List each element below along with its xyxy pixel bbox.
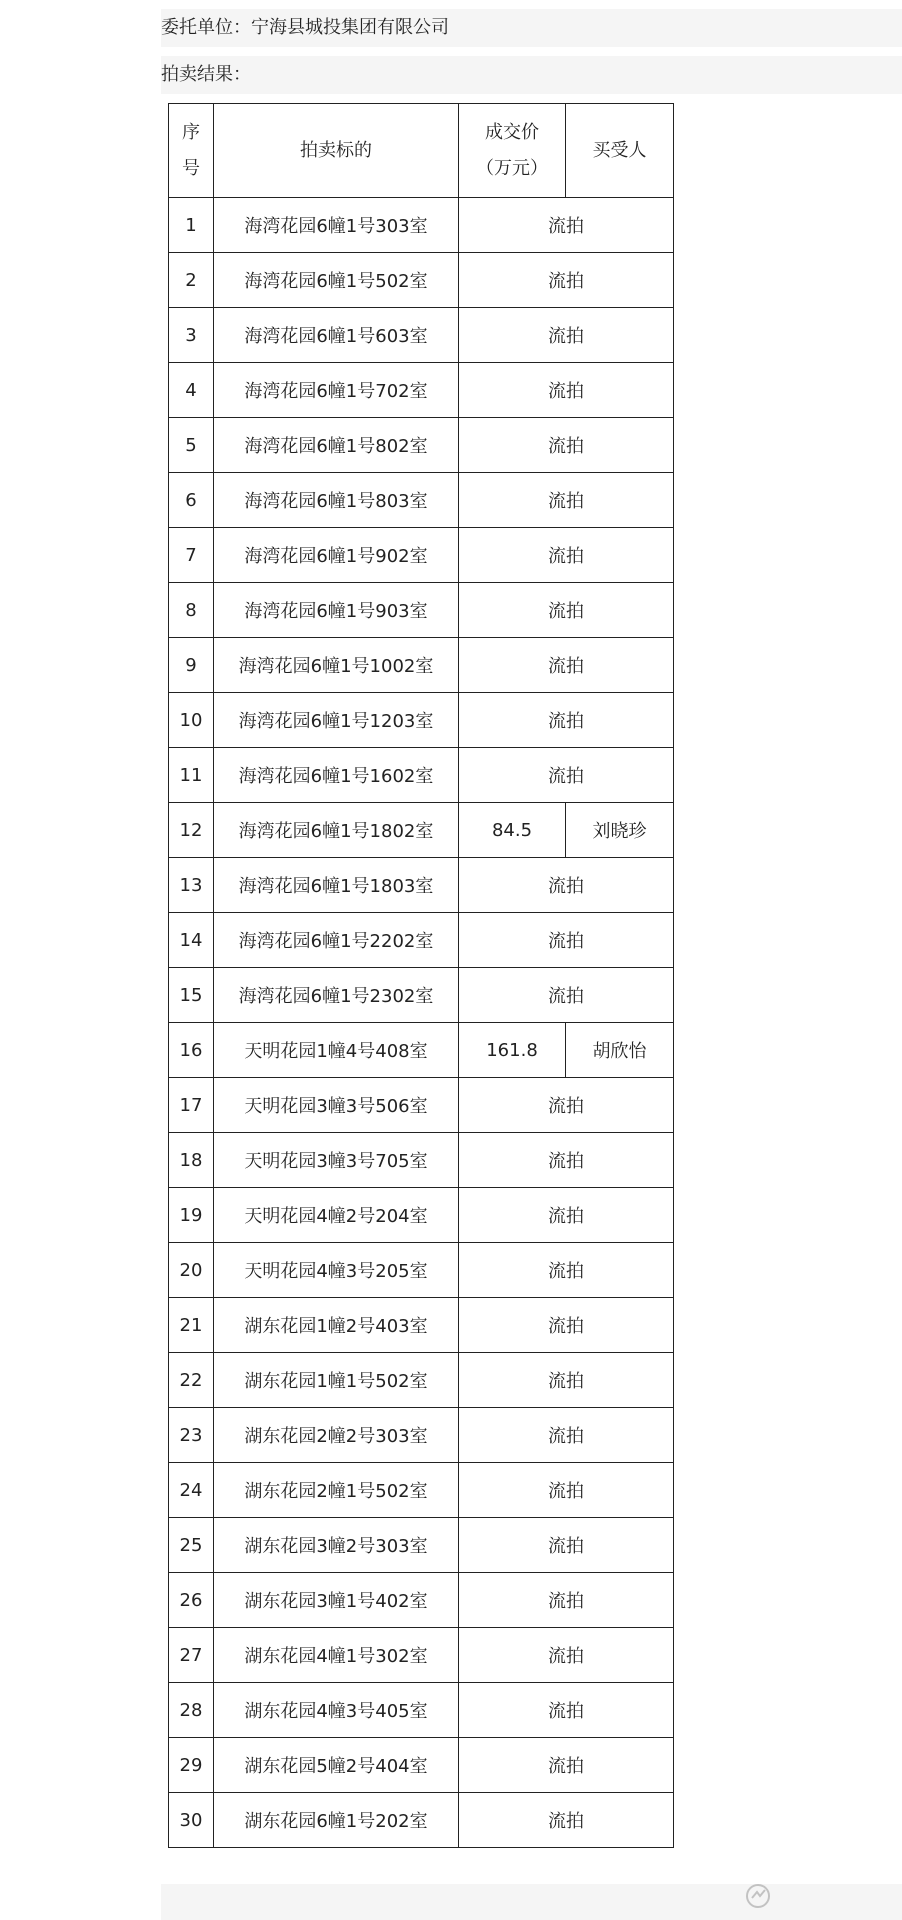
table-row: [169, 1463, 674, 1518]
row-item: 天明花园1幢4号408室: [214, 1023, 459, 1078]
row-item: 湖东花园3幢2号303室: [214, 1518, 459, 1573]
row-item: 天明花园4幢2号204室: [214, 1188, 459, 1243]
table-row: [169, 1518, 674, 1573]
row-status: 流拍: [459, 1463, 674, 1518]
row-index: 29: [169, 1738, 214, 1793]
row-item: 海湾花园6幢1号1203室: [214, 693, 459, 748]
table-row: [169, 1023, 674, 1078]
row-item: 湖东花园1幢2号403室: [214, 1298, 459, 1353]
result-heading: 拍卖结果：: [161, 56, 902, 94]
row-status: 流拍: [459, 693, 674, 748]
table-row: [169, 1628, 674, 1683]
row-index: 28: [169, 1683, 214, 1738]
row-status: 流拍: [459, 1628, 674, 1683]
row-status: 流拍: [459, 1133, 674, 1188]
row-item: 海湾花园6幢1号2302室: [214, 968, 459, 1023]
row-status: 流拍: [459, 253, 674, 308]
header-row: [169, 104, 674, 198]
table-row: [169, 913, 674, 968]
row-index: 10: [169, 693, 214, 748]
header-price: [459, 104, 566, 198]
table-row: [169, 418, 674, 473]
table-row: [169, 968, 674, 1023]
row-item: 海湾花园6幢1号1803室: [214, 858, 459, 913]
row-index: 27: [169, 1628, 214, 1683]
row-status: 流拍: [459, 583, 674, 638]
row-status: 流拍: [459, 1188, 674, 1243]
row-item: 海湾花园6幢1号803室: [214, 473, 459, 528]
row-status: 流拍: [459, 748, 674, 803]
row-item: 湖东花园2幢2号303室: [214, 1408, 459, 1463]
row-index: 21: [169, 1298, 214, 1353]
table-row: [169, 1573, 674, 1628]
row-status: 流拍: [459, 308, 674, 363]
watermark-logo-icon: [744, 1882, 774, 1910]
row-item: 海湾花园6幢1号303室: [214, 198, 459, 253]
row-status: 流拍: [459, 858, 674, 913]
row-status: 流拍: [459, 913, 674, 968]
table-row: [169, 1133, 674, 1188]
row-status: 流拍: [459, 638, 674, 693]
row-index: 8: [169, 583, 214, 638]
entrust-value: 宁海县城投集团有限公司: [251, 17, 449, 38]
table-row: [169, 473, 674, 528]
row-index: 9: [169, 638, 214, 693]
row-index: 6: [169, 473, 214, 528]
row-index: 22: [169, 1353, 214, 1408]
row-index: 16: [169, 1023, 214, 1078]
row-item: 海湾花园6幢1号1602室: [214, 748, 459, 803]
watermark: [744, 1882, 884, 1910]
row-status: 流拍: [459, 1683, 674, 1738]
row-index: 4: [169, 363, 214, 418]
row-item: 天明花园3幢3号506室: [214, 1078, 459, 1133]
row-status: 流拍: [459, 528, 674, 583]
row-status: 流拍: [459, 1243, 674, 1298]
header-item: 拍卖标的: [214, 104, 459, 198]
header-buyer: 买受人: [566, 104, 674, 198]
row-item: 海湾花园6幢1号903室: [214, 583, 459, 638]
row-status: 流拍: [459, 1408, 674, 1463]
table-row: [169, 1793, 674, 1848]
row-buyer: 刘晓珍: [566, 803, 674, 858]
table-row: [169, 1188, 674, 1243]
row-status: 流拍: [459, 1573, 674, 1628]
table-row: [169, 253, 674, 308]
row-index: 15: [169, 968, 214, 1023]
row-index: 1: [169, 198, 214, 253]
results-body: [169, 104, 674, 1848]
row-index: 12: [169, 803, 214, 858]
row-buyer: 胡欣怡: [566, 1023, 674, 1078]
row-index: 11: [169, 748, 214, 803]
row-index: 23: [169, 1408, 214, 1463]
table-row: [169, 1353, 674, 1408]
row-index: 25: [169, 1518, 214, 1573]
row-item: 湖东花园1幢1号502室: [214, 1353, 459, 1408]
row-status: 流拍: [459, 473, 674, 528]
row-item: 海湾花园6幢1号603室: [214, 308, 459, 363]
table-row: [169, 528, 674, 583]
row-status: 流拍: [459, 1738, 674, 1793]
table-row: [169, 1738, 674, 1793]
table-row: [169, 363, 674, 418]
table-row: [169, 748, 674, 803]
header-index-line2: 号: [182, 157, 200, 179]
auction-results-table: [168, 103, 674, 1848]
header-price-line1: 成交价: [485, 121, 539, 143]
row-index: 13: [169, 858, 214, 913]
table-row: [169, 1683, 674, 1738]
row-item: 天明花园4幢3号205室: [214, 1243, 459, 1298]
row-item: 海湾花园6幢1号1002室: [214, 638, 459, 693]
row-index: 3: [169, 308, 214, 363]
row-status: 流拍: [459, 1518, 674, 1573]
row-item: 海湾花园6幢1号1802室: [214, 803, 459, 858]
row-status: 流拍: [459, 418, 674, 473]
row-index: 26: [169, 1573, 214, 1628]
row-index: 19: [169, 1188, 214, 1243]
row-item: 海湾花园6幢1号502室: [214, 253, 459, 308]
row-index: 7: [169, 528, 214, 583]
row-status: 流拍: [459, 363, 674, 418]
table-row: [169, 693, 674, 748]
header-index-line1: 序: [182, 121, 200, 143]
row-status: 流拍: [459, 1078, 674, 1133]
row-item: 海湾花园6幢1号702室: [214, 363, 459, 418]
row-status: 流拍: [459, 198, 674, 253]
table-row: [169, 1243, 674, 1298]
header-index: [169, 104, 214, 198]
row-item: 湖东花园2幢1号502室: [214, 1463, 459, 1518]
entrust-label: 委托单位：: [161, 17, 251, 38]
row-item: 湖东花园6幢1号202室: [214, 1793, 459, 1848]
table-row: [169, 1408, 674, 1463]
table-row: [169, 308, 674, 363]
row-index: 14: [169, 913, 214, 968]
table-row: [169, 803, 674, 858]
row-price: 84.5: [459, 803, 566, 858]
row-item: 海湾花园6幢1号802室: [214, 418, 459, 473]
table-row: [169, 198, 674, 253]
header-price-line2: （万元）: [476, 157, 548, 179]
row-item: 湖东花园4幢3号405室: [214, 1683, 459, 1738]
row-item: 湖东花园4幢1号302室: [214, 1628, 459, 1683]
row-index: 30: [169, 1793, 214, 1848]
row-price: 161.8: [459, 1023, 566, 1078]
row-index: 17: [169, 1078, 214, 1133]
row-index: 18: [169, 1133, 214, 1188]
row-status: 流拍: [459, 1353, 674, 1408]
table-row: [169, 858, 674, 913]
row-index: 20: [169, 1243, 214, 1298]
table-row: [169, 638, 674, 693]
entrust-line: [161, 9, 902, 47]
table-row: [169, 583, 674, 638]
row-status: 流拍: [459, 968, 674, 1023]
row-item: 天明花园3幢3号705室: [214, 1133, 459, 1188]
row-index: 2: [169, 253, 214, 308]
row-item: 湖东花园3幢1号402室: [214, 1573, 459, 1628]
row-index: 5: [169, 418, 214, 473]
row-status: 流拍: [459, 1298, 674, 1353]
row-index: 24: [169, 1463, 214, 1518]
row-item: 海湾花园6幢1号902室: [214, 528, 459, 583]
row-item: 海湾花园6幢1号2202室: [214, 913, 459, 968]
table-row: [169, 1298, 674, 1353]
row-item: 湖东花园5幢2号404室: [214, 1738, 459, 1793]
table-row: [169, 1078, 674, 1133]
row-status: 流拍: [459, 1793, 674, 1848]
